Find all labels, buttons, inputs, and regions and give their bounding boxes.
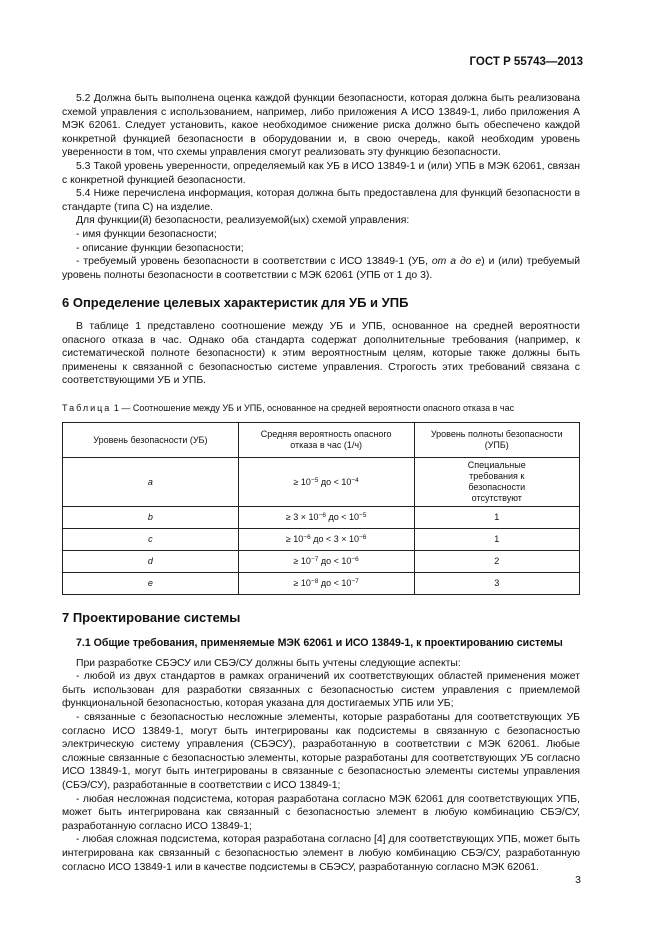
cell-upb: 2	[414, 551, 579, 573]
table-row	[63, 507, 580, 529]
list-item	[62, 255, 580, 282]
paragraph-intro-list: Для функции(й) безопасности, реализуемой(ых) схемой управления:	[76, 215, 410, 227]
paragraph-5-4: 5.4 Ниже перечислена информация, которая должна быть предоставлена для функций безопасности в стандарте (типа С) на изделие.	[62, 188, 580, 213]
cell-probability: ≥ $10^{-5}$ до < $10^{-4}$	[238, 458, 414, 507]
cell-ub: a	[63, 458, 239, 507]
section-7-paragraph: - любая сложная подсистема, которая разработана согласно [4] для соответствующих УПБ, может быть интегрирована как связанный с безопасностью элемент в любую комбинацию СБЭ/СУ, разработанную согласно ИСО 13849-1 или в качестве подсистемы в СБЭСУ, разработанную согласно МЭК 62061.	[62, 834, 580, 873]
table-caption-text: 1 — Соотношение между УБ и УПБ, основанное на средней вероятности опасного отказа в час	[113, 402, 515, 413]
section-7-1-title: 7.1 Общие требования, применяемые МЭК 62061 и ИСО 13849-1, к проектированию системы	[76, 637, 563, 650]
paragraph-5-3: 5.3 Такой уровень уверенности, определяемый как УБ в ИСО 13849-1 и (или) УПБ в МЭК 62061, связан с конкретной функцией безопасности.	[62, 160, 580, 186]
header-upb: Уровень полноты безопасности (УПБ)	[414, 423, 579, 458]
section-6-text: В таблице 1 представлено соотношение между УБ и УПБ, основанное на средней вероятности опасного отказа в час. Однако оба стандарта содержат дополнительные требования (например, к систематической полноте безопасности) к этим вероятностным целям, которые также должны быть применены к связанной с безопасностью системе управления. Строгость этих требований связана с соответствующими УБ и УПБ.	[62, 320, 580, 387]
table-ub-upb	[62, 422, 580, 595]
page-content	[62, 92, 580, 874]
cell-probability: ≥ $10^{-8}$ до < $10^{-7}$	[238, 573, 414, 595]
cell-ub: b	[63, 507, 239, 529]
cell-ub: c	[63, 529, 239, 551]
cell-upb: 1	[414, 507, 579, 529]
range-text: от a до e	[431, 256, 482, 268]
cell-upb: 1	[414, 529, 579, 551]
cell-ub: d	[63, 551, 239, 573]
section-7-paragraph: При разработке СБЭСУ или СБЭ/СУ должны быть учтены следующие аспекты:	[76, 657, 461, 669]
table-row	[63, 458, 580, 507]
list-item-text: ) и (или) требуемый уровень полноты безопасности в соответствии с МЭК 62061 (УПБ от 1 до 3).	[62, 256, 580, 281]
header-ub: Уровень безопасности (УБ)	[63, 423, 239, 458]
section-7-paragraph: - любой из двух стандартов в рамках ограничений их соответствующих областей применения может быть использован для разработки связанных с безопасностью систем управления с приемлемой функциональной безопасностью, которая указана для достигаемых УПБ или УБ;	[62, 671, 580, 710]
cell-probability: ≥ $10^{-7}$ до < $10^{-6}$	[238, 551, 414, 573]
list-item: - имя функции безопасности;	[76, 228, 217, 240]
cell-probability: ≥ $10^{-6}$ до < $3 \times 10^{-6}$	[238, 529, 414, 551]
table-caption	[62, 402, 580, 416]
cell-ub: e	[63, 573, 239, 595]
table-caption-label: Таблица	[62, 402, 112, 413]
section-7-title: 7 Проектирование системы	[62, 610, 241, 626]
section-7-paragraph: - любая несложная подсистема, которая разработана согласно МЭК 62061 для соответствующих УПБ, может быть интегрирована как связанный с безопасностью элемент в любую комбинацию СБЭ/СУ, разработанную согласно ИСО 13849-1;	[62, 793, 580, 832]
table-header-row	[63, 423, 580, 458]
header-probability: Средняя вероятность опасного отказа в час (1/ч)	[238, 423, 414, 458]
page-number: 3	[575, 874, 581, 886]
table-row	[63, 573, 580, 595]
cell-upb: 3	[414, 573, 579, 595]
cell-probability: ≥ $3 \times 10^{-6}$ до < $10^{-5}$	[238, 507, 414, 529]
paragraph-5-2: 5.2 Должна быть выполнена оценка каждой функции безопасности, которая должна быть реализована схемой управления с использованием, например, либо приложения А ИСО 13849-1, либо приложения А МЭК 62061. Следует установить, какое необходимое снижение риска должно быть обеспечено каждой конкретной функцией безопасности в оборудовании и, в свою очередь, какой необходим уровень уверенности в том, что схемы управления смогут реализовать эту функцию безопасности.	[62, 93, 580, 159]
table-row	[63, 551, 580, 573]
table-row	[63, 529, 580, 551]
section-7-paragraph: - связанные с безопасностью несложные элементы, которые разработаны для соответствующих УБ согласно ИСО 13849-1, могут быть интегрированы как подсистемы в связанную с безопасностью электрическую систему управления (СБЭСУ), разработанную в соответствии с МЭК 62061. Любые сложные связанные с безопасностью элементы, которые разработаны для соответствующих УБ согласно ИСО 13849-1, могут быть интегрированы в связанные с безопасностью элементы системы управления (СБЭ/СУ), разработанные в соответствии с ИСО 13849-1;	[62, 712, 580, 791]
standard-designation: ГОСТ Р 55743—2013	[469, 56, 583, 68]
list-item-text: - требуемый уровень безопасности в соответствии с ИСО 13849-1 (УБ,	[76, 256, 432, 268]
section-6-title: 6 Определение целевых характеристик для УБ и УПБ	[62, 295, 409, 311]
cell-upb: Специальные требования к безопасности отсутствуют	[414, 458, 579, 507]
list-item: - описание функции безопасности;	[76, 242, 244, 254]
